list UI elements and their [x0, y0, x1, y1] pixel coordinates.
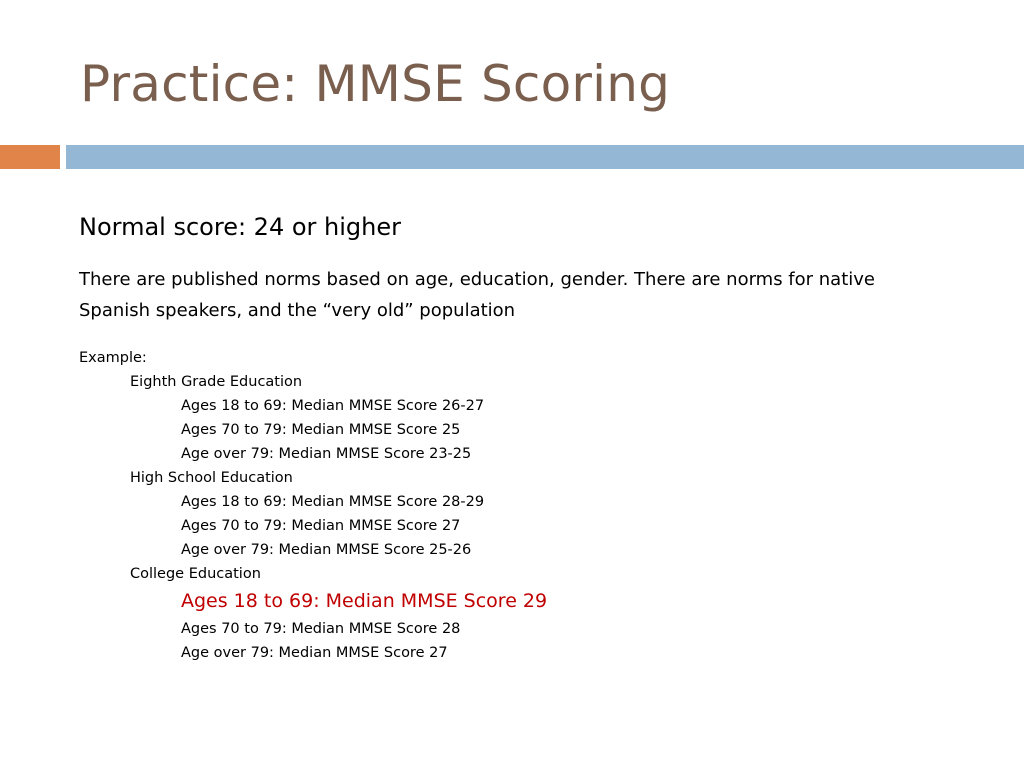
slide-title: Practice: MMSE Scoring — [80, 55, 671, 113]
accent-bar-blue — [66, 145, 1024, 169]
list-item: Age over 79: Median MMSE Score 23-25 — [181, 446, 472, 462]
group-heading-college: College Education — [130, 566, 261, 582]
norms-paragraph: There are published norms based on age, education, gender. There are norms for native Spanish speakers, and the “very old” population — [79, 269, 875, 321]
group-heading-high-school: High School Education — [130, 470, 293, 486]
list-item: Age over 79: Median MMSE Score 25-26 — [181, 542, 472, 558]
example-label: Example: — [79, 350, 147, 366]
list-item: Ages 70 to 79: Median MMSE Score 27 — [181, 518, 461, 534]
list-item: Ages 70 to 79: Median MMSE Score 28 — [181, 621, 461, 637]
list-item: Ages 18 to 69: Median MMSE Score 28-29 — [181, 494, 485, 510]
normal-score-text: Normal score: 24 or higher — [79, 213, 401, 241]
slide-content — [79, 206, 899, 665]
list-item: Ages 18 to 69: Median MMSE Score 26-27 — [181, 398, 485, 414]
list-item: Ages 70 to 79: Median MMSE Score 25 — [181, 422, 461, 438]
accent-bar-orange — [0, 145, 60, 169]
highlighted-list-item: Ages 18 to 69: Median MMSE Score 29 — [181, 590, 548, 612]
example-block — [79, 346, 899, 665]
group-heading-eighth-grade: Eighth Grade Education — [130, 374, 303, 390]
list-item: Age over 79: Median MMSE Score 27 — [181, 645, 448, 661]
